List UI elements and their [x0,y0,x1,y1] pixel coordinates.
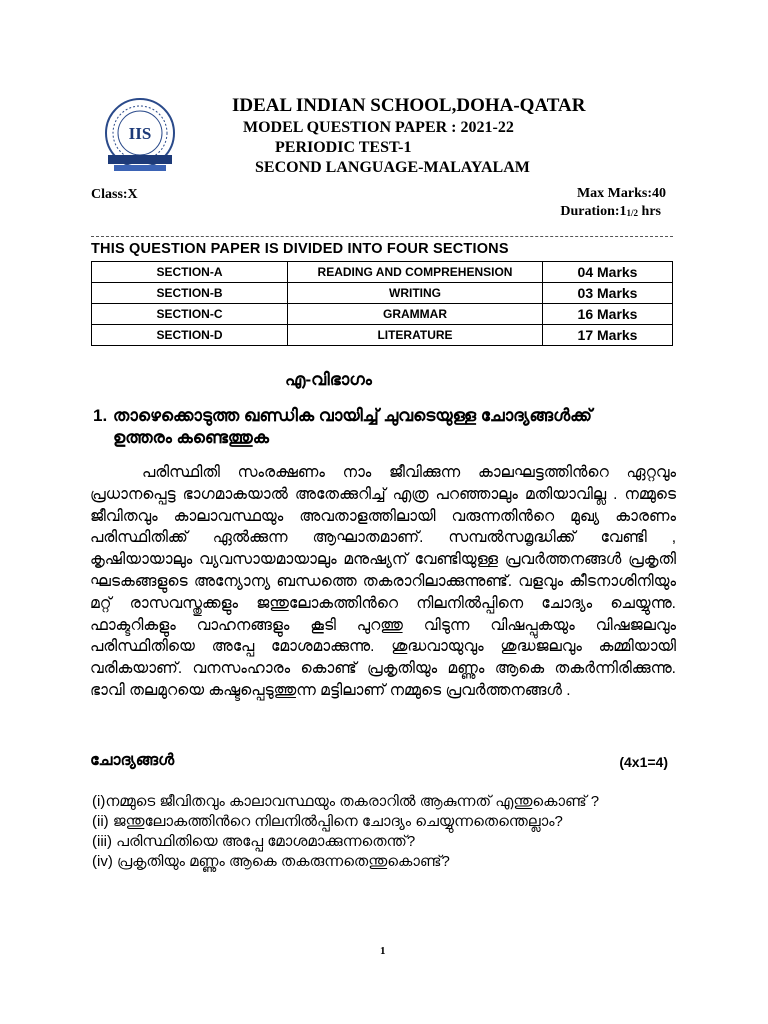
question-text: പരിസ്ഥിതിയെ അപ്പേ മോശമാക്കുന്നതെന്ത്? [116,833,416,850]
passage-text: പരിസ്ഥിതി സംരക്ഷണം നാം ജീവിക്കുന്ന കാലഘട്ടത്തിൻറെ ഏറ്റവും പ്രധാനപ്പെട്ട ഭാഗമാകയാൽ അതേക്കുറിച്ച് എത്ര പറഞ്ഞാലും മതിയാവില്ല . നമ്മുടെ ജീവിതവും കാലാവസ്ഥയും അവതാളത്തിലായി വരുന്നതിൻറെ മുഖ്യ കാരണം പരിസ്ഥിതിക്ക് ഏൽക്കുന്ന ആഘാതമാണ്. സമ്പൽസമൃദ്ധിക്ക് വേണ്ടി , കൃഷിയായാലും വ്യവസായമായാലും മനുഷ്യന് വേണ്ടിയുള്ള പ്രവർത്തനങ്ങൾ പ്രകൃതി ഘടകങ്ങളുടെ അന്യോന്യ ബന്ധത്തെ തകരാറിലാക്കുന്നുണ്ട്. വളവും കീടനാശിനിയും മറ്റ് രാസവസ്തുക്കളും ജന്തുലോകത്തിൻറെ നിലനിൽപ്പിനെ ചോദ്യം ചെയ്യുന്നു. ഫാക്ടറികളും വാഹനങ്ങളും കൂടി പുറത്തു വിടുന്ന വിഷപ്പുകയും വിഷജലവും പരിസ്ഥിതിയെ അപ്പേ മോശമാക്കുന്നു. ശുദ്ധവായുവും ശുദ്ധജലവും കമ്മിയായി വരികയാണ്. വനസംഹാരം കൊണ്ട് പ്രകൃതിയും മണ്ണും ആകെ തകർന്നിരിക്കുന്നു. ഭാവി തലമുറയെ കഷ്ടപ്പെടുത്തുന്ന മട്ടിലാണ് നമ്മുടെ പ്രവർത്തനങ്ങൾ . [90,464,676,699]
question-number: (i) [92,793,106,810]
question-1-number: 1. [93,406,108,425]
table-row [92,283,673,304]
duration [560,204,661,220]
section-name-cell: GRAMMAR [288,304,543,325]
test-name: PERIODIC TEST-1 [275,139,412,156]
question-list [92,792,652,872]
section-name-cell: LITERATURE [288,325,543,346]
question-number: (iv) [92,853,113,870]
class-label: Class:X [91,187,138,202]
max-marks: Max Marks:40 [576,186,666,201]
sections-table [91,261,673,346]
paper-title: MODEL QUESTION PAPER : 2021-22 [243,119,514,136]
page-number: 1 [380,945,386,957]
reading-passage [90,462,676,702]
question-text: ജന്തുലോകത്തിൻറെ നിലനിൽപ്പിനെ ചോദ്യം ചെയ്യുന്നതെന്തെല്ലാം? [112,813,563,830]
section-cell: SECTION-D [92,325,288,346]
list-item [92,812,652,832]
question-1 [93,405,593,449]
questions-heading: ചോദ്യങ്ങൾ [90,752,175,769]
list-item [92,832,652,852]
section-cell: SECTION-B [92,283,288,304]
questions-marks: (4x1=4) [619,754,668,770]
subject-name: SECOND LANGUAGE-MALAYALAM [255,159,530,176]
table-row [92,304,673,325]
section-marks-cell: 04 Marks [543,262,673,283]
section-name-cell: WRITING [288,283,543,304]
question-number: (ii) [92,813,109,830]
duration-suffix: hrs [638,204,661,219]
question-text: നമ്മുടെ ജീവിതവും കാലാവസ്ഥയും തകരാറിൽ ആകുന്നത് എന്തുകൊണ്ട് ? [105,793,600,810]
school-name: IDEAL INDIAN SCHOOL,DOHA-QATAR [232,95,586,116]
school-logo [104,97,176,175]
duration-prefix: Duration:1 [560,204,627,219]
section-marks-cell: 16 Marks [543,304,673,325]
list-item [92,792,652,812]
table-row [92,325,673,346]
section-cell: SECTION-C [92,304,288,325]
table-row [92,262,673,283]
question-text: പ്രകൃതിയും മണ്ണും ആകെ തകരുന്നതെന്തുകൊണ്ട്? [117,853,450,870]
logo-text: IIS [128,124,152,143]
sections-intro: THIS QUESTION PAPER IS DIVIDED INTO FOUR SECTIONS [91,241,509,257]
duration-fraction: 1/2 [626,208,639,218]
question-1-text: താഴെക്കൊടുത്ത ഖണ്ഡിക വായിച്ച് ചുവടെയുള്ള ചോദ്യങ്ങൾക്ക് ഉത്തരം കണ്ടെത്തുക [113,406,593,447]
list-item [92,852,652,872]
section-name-cell: READING AND COMPREHENSION [288,262,543,283]
part-a-heading: എ-വിഭാഗം [285,370,372,389]
divider-line [91,236,673,237]
question-number: (iii) [92,833,112,850]
section-cell: SECTION-A [92,262,288,283]
section-marks-cell: 17 Marks [543,325,673,346]
section-marks-cell: 03 Marks [543,283,673,304]
